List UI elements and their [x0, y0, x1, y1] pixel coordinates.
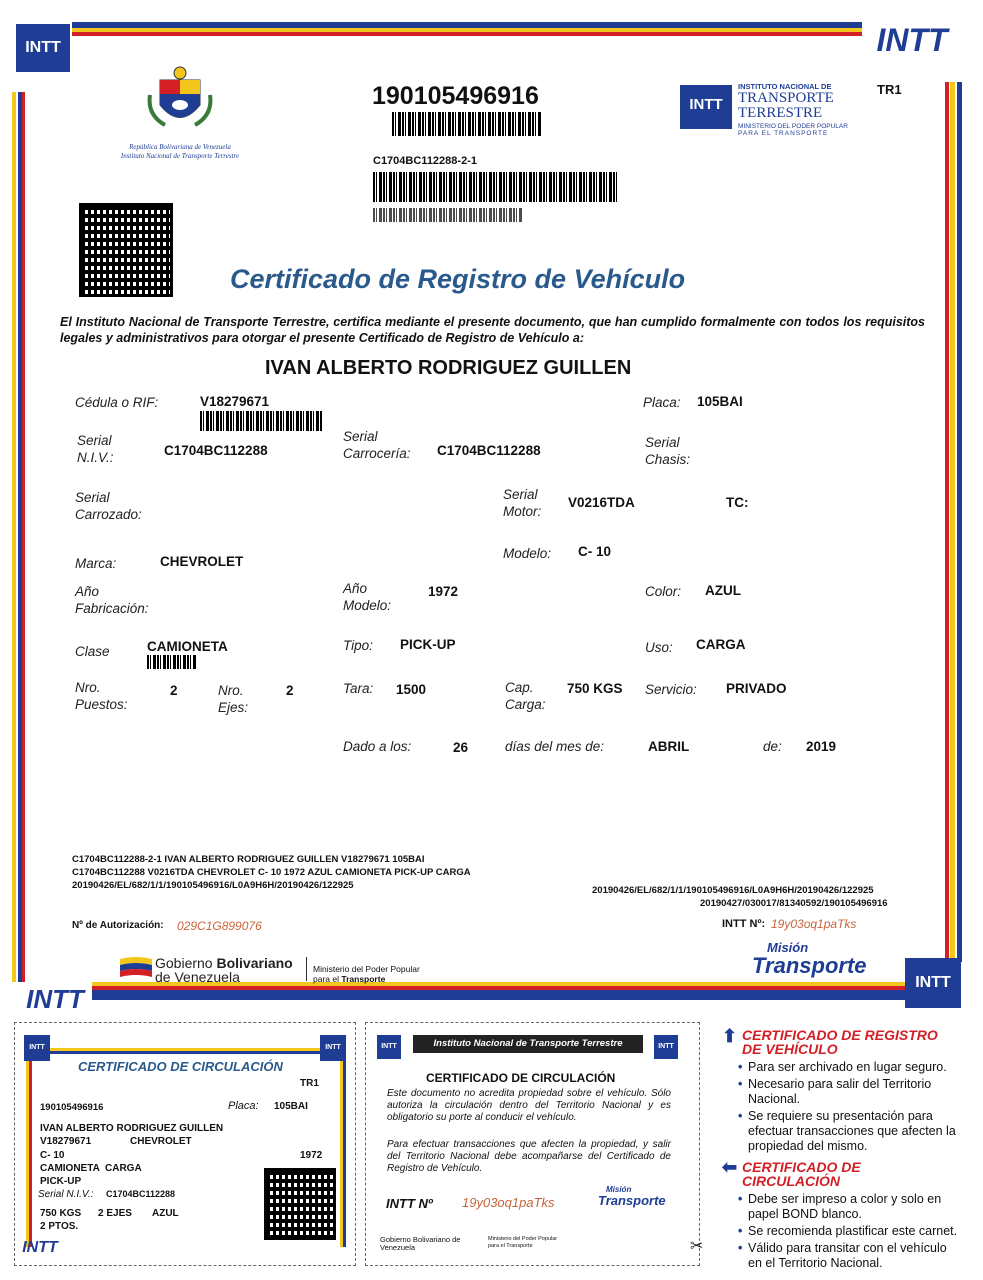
serial-niv-value: C1704BC112288: [164, 443, 268, 458]
puestos-label: Nro. Puestos:: [75, 680, 128, 712]
card-left-serial: C1704BC112288: [106, 1189, 176, 1199]
intt-n-value: 19y03oq1paTks: [771, 917, 857, 931]
code-right-1: 20190426/EL/682/1/1/190105496916/L0A9H6H/20190426/122925: [592, 885, 874, 896]
intro-text: El Instituto Nacional de Transporte Terrestre, certifica mediante el presente documento, que han cumplido formalmente con todos los requisitos legales y administrativos para otorgar el presente Certificado de Registro de Vehículo a:: [60, 315, 925, 345]
anio-value: 2019: [806, 739, 837, 754]
autorizacion-label: Nº de Autorización:: [72, 920, 164, 931]
code-line-3: 20190426/EL/682/1/1/190105496916/L0A9H6H/20190426/122925: [72, 880, 354, 891]
card-left-cedula: V18279671: [40, 1136, 92, 1147]
de-label: de:: [763, 739, 782, 754]
dias-label: días del mes de:: [505, 739, 605, 754]
tr-code: TR1: [877, 82, 902, 97]
serial-carroceria-value: C1704BC112288: [437, 443, 541, 458]
tipo-label: Tipo:: [343, 638, 373, 653]
up-arrow-icon: ⬆: [722, 1026, 738, 1046]
institute-name: INSTITUTO NACIONAL DE TRANSPORTE TERRESTRE MINISTERIO DEL PODER POPULAR PARA EL TRANSPORTE: [738, 82, 848, 137]
intt-logo-bottom-right: INTT: [905, 958, 961, 1008]
card-mid-intt-n-label: INTT Nº: [386, 1196, 433, 1211]
cedula-label: Cédula o RIF:: [75, 395, 159, 410]
instructions: ⬆ CERTIFICADO DE REGISTRO DE VEHÍCULO • Para ser archivado en lugar seguro. • Necesario para salir del Territorio Nacional. • Se requiere su presentación para efectuar transacciones que afecten la propiedad del mismo. ⬅ CERTIFICADO DE CIRCULACIÓN • Debe ser impreso a color y solo en papel BOND blanco. • Se recomienda plastificar este carnet. • Válido para transitar con el vehículo en el Territorio Nacional.: [722, 1028, 962, 1273]
modelo-label: Modelo:: [503, 546, 552, 561]
ejes-value: 2: [286, 683, 294, 698]
card-left-marca: CHEVROLET: [130, 1136, 192, 1147]
coat-caption: República Bolivariana de Venezuela Instituto Nacional de Transporte Terrestre: [120, 143, 240, 160]
puestos-value: 2: [170, 683, 178, 698]
card-left-tipo: PICK-UP: [40, 1176, 82, 1187]
card-left-owner: IVAN ALBERTO RODRIGUEZ GUILLEN: [40, 1123, 224, 1134]
clase-value: CAMIONETA: [147, 639, 228, 654]
anio-modelo-label: Año Modelo:: [343, 581, 392, 613]
placa-value: 105BAI: [697, 394, 743, 409]
left-arrow-icon: ⬅: [722, 1157, 738, 1177]
card-mid-gob: Gobierno Bolivariano de Venezuela: [380, 1235, 461, 1252]
card-left-modelo: C- 10: [40, 1150, 65, 1161]
dado-label: Dado a los:: [343, 739, 412, 754]
tara-label: Tara:: [343, 681, 374, 696]
certificate-title: Certificado de Registro de Vehículo: [230, 264, 686, 294]
color-value: AZUL: [705, 583, 741, 598]
card-left-title: CERTIFICADO DE CIRCULACIÓN: [78, 1059, 283, 1074]
card-mid-intt-l: INTT: [377, 1035, 401, 1059]
card-left-tr: TR1: [300, 1078, 319, 1089]
card-mid-intt-r: INTT: [654, 1035, 678, 1059]
card-mid-title: CERTIFICADO DE CIRCULACIÓN: [426, 1071, 616, 1085]
gobierno-logo: Gobierno Bolivariano de Venezuela: [155, 955, 293, 985]
cedula-value: V18279671: [200, 394, 270, 409]
anio-fabricacion-label: Año Fabricación:: [75, 584, 149, 616]
code-line-1: C1704BC112288-2-1 IVAN ALBERTO RODRIGUEZ GUILLEN V18279671 105BAI: [72, 854, 425, 865]
color-label: Color:: [645, 584, 682, 599]
mes-value: ABRIL: [648, 739, 690, 754]
certificate-number: 190105496916: [372, 82, 539, 110]
card-left-anio: 1972: [300, 1150, 323, 1161]
serial-carroceria-label: Serial Carrocería:: [343, 429, 411, 461]
card-left-number: 190105496916: [40, 1102, 104, 1113]
barcode-code: [373, 172, 618, 202]
intt-n-label: INTT Nº:: [722, 918, 766, 930]
card-left-intt-bottom: INTT: [22, 1239, 58, 1256]
barcode-number: [392, 112, 542, 136]
scissors-icon: ✂: [690, 1238, 704, 1255]
code-line-2: C1704BC112288 V0216TDA CHEVROLET C- 10 1972 AZUL CAMIONETA PICK-UP CARGA: [72, 867, 471, 878]
gobierno-flag-icon: [120, 955, 152, 979]
card-mid-intt-n-value: 19y03oq1paTks: [462, 1195, 555, 1210]
autorizacion-value: 029C1G899076: [177, 919, 262, 933]
tc-label: TC:: [726, 495, 749, 510]
card-mid-p1: Este documento no acredita propiedad sobre el vehículo. Sólo autoriza la circulación dentro del Territorio Nacional y es obligatorio su porte al conducir el vehículo.: [387, 1088, 671, 1123]
card-left-clase: CAMIONETA CARGA: [40, 1163, 142, 1174]
serial-chasis-label: Serial Chasis:: [645, 435, 691, 467]
card-mid-ministry: Ministerio del Poder Popular para el Transporte: [488, 1236, 558, 1249]
card-mid-header: Instituto Nacional de Transporte Terrestre: [413, 1035, 643, 1053]
card-left-placa: 105BAI: [274, 1101, 308, 1112]
institute-badge: INTT: [680, 85, 732, 129]
servicio-value: PRIVADO: [726, 681, 787, 696]
card-left-cap: 750 KGS: [40, 1208, 82, 1219]
clase-label: Clase: [75, 644, 110, 659]
serial-motor-label: Serial Motor:: [503, 487, 542, 519]
card-left-placa-label: Placa:: [228, 1100, 259, 1112]
cap-carga-label: Cap. Carga:: [505, 680, 546, 712]
code-right-2: 20190427/030017/81340592/190105496916: [700, 898, 888, 909]
modelo-value: C- 10: [578, 544, 612, 559]
ministry-logo: Ministerio del Poder Popular para el Transporte: [313, 964, 420, 984]
intt-logo-top-left: INTT: [16, 24, 70, 72]
servicio-label: Servicio:: [645, 682, 697, 697]
card-left-serial-label: Serial N.I.V.:: [38, 1189, 94, 1200]
anio-modelo-value: 1972: [428, 584, 459, 599]
circulacion-list: • Debe ser impreso a color y solo en papel BOND blanco. • Se recomienda plastificar este carnet. • Válido para transitar con el vehículo en el Territorio Nacional.: [738, 1192, 962, 1271]
serial-niv-label: Serial N.I.V.:: [77, 433, 114, 465]
barcode-partial: [373, 208, 523, 222]
registro-list: • Para ser archivado en lugar seguro. • Necesario para salir del Territorio Nacional. • Se requiere su presentación para efectuar transacciones que afecten la propiedad del mismo.: [738, 1060, 962, 1154]
dado-value: 26: [453, 740, 469, 755]
tara-value: 1500: [396, 682, 427, 697]
card-left-ejes: 2 EJES: [98, 1208, 132, 1219]
card-left-intt-r: INTT: [320, 1035, 346, 1061]
intt-logo-top-right: INTT: [876, 22, 948, 58]
coat-of-arms-icon: [145, 65, 215, 135]
serial-carrozado-label: Serial Carrozado:: [75, 490, 142, 522]
placa-label: Placa:: [643, 395, 681, 410]
card-left-qr-code[interactable]: [264, 1168, 336, 1240]
marca-label: Marca:: [75, 556, 117, 571]
qr-code[interactable]: [79, 203, 173, 297]
serial-motor-value: V0216TDA: [568, 495, 635, 510]
card-left-puestos: 2 PTOS.: [40, 1221, 79, 1232]
cap-carga-value: 750 KGS: [567, 681, 623, 696]
barcode-cedula: [200, 411, 322, 431]
card-left-color: AZUL: [152, 1208, 179, 1219]
card-left-intt-l: INTT: [24, 1035, 50, 1061]
uso-value: CARGA: [696, 637, 746, 652]
code-line: C1704BC112288-2-1: [373, 155, 477, 167]
marca-value: CHEVROLET: [160, 554, 244, 569]
uso-label: Uso:: [645, 640, 673, 655]
card-mid-mision-logo: Misión Transporte: [598, 1185, 666, 1208]
intt-logo-bottom-left: INTT: [26, 984, 84, 1014]
mision-transporte-logo: Misión Transporte: [752, 940, 867, 978]
card-mid-p2: Para efectuar transacciones que afecten la propiedad, y salir del Territorio Nacional debe acompañarse del Certificado de Registro de Vehículo.: [387, 1139, 671, 1174]
owner-name: IVAN ALBERTO RODRIGUEZ GUILLEN: [265, 357, 632, 379]
barcode-clase: [147, 655, 197, 669]
ejes-label: Nro. Ejes:: [218, 683, 249, 715]
tipo-value: PICK-UP: [400, 637, 456, 652]
